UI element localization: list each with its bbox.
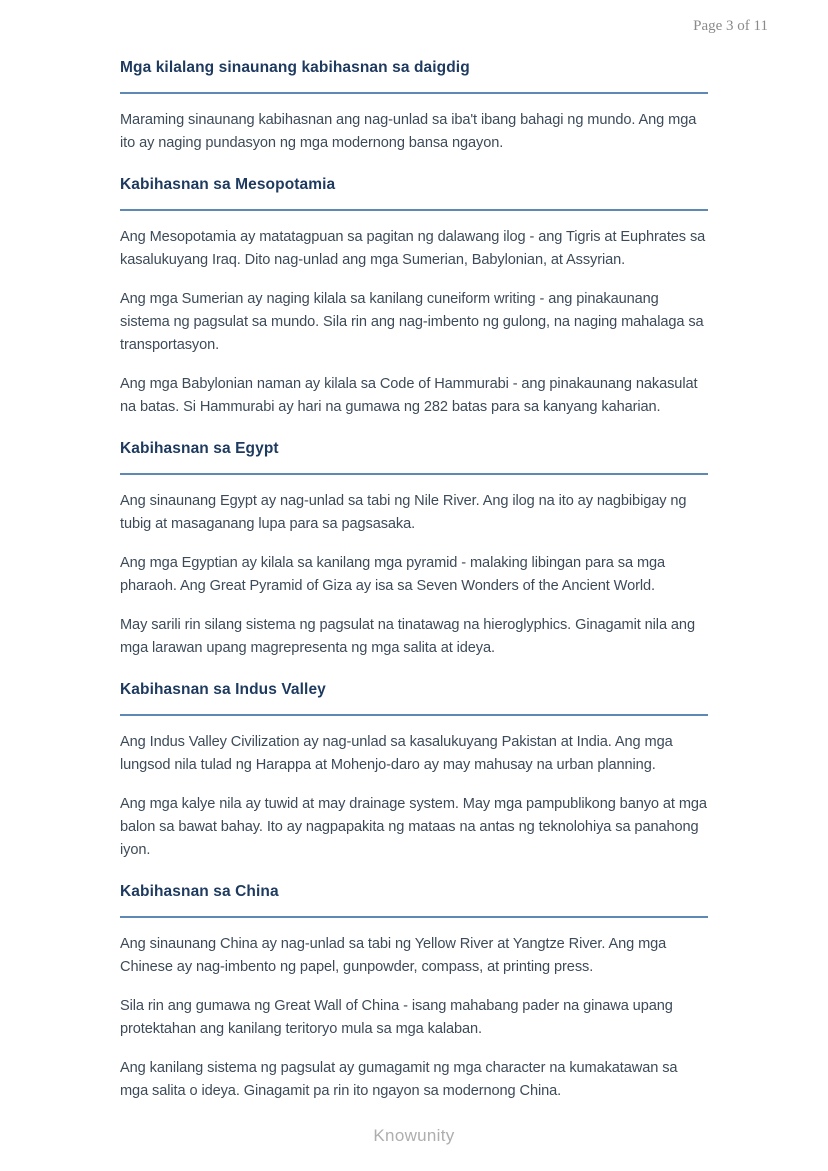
section-divider	[120, 473, 708, 475]
section-indus-valley	[120, 680, 708, 862]
section-heading: Kabihasnan sa Indus Valley	[120, 681, 326, 698]
section-heading: Mga kilalang sinaunang kabihasnan sa daigdig	[120, 59, 470, 76]
section-intro	[120, 58, 708, 155]
paragraph: Ang mga Sumerian ay naging kilala sa kanilang cuneiform writing - ang pinakaunang sistema ng pagsulat sa mundo. Sila rin ang nag-imbento ng gulong, na naging mahalaga sa transportasyon.	[120, 291, 704, 353]
section-heading: Kabihasnan sa Mesopotamia	[120, 176, 336, 193]
paragraph: Ang mga kalye nila ay tuwid at may drainage system. May mga pampublikong banyo at mga balon sa bawat bahay. Ito ay nagpapakita ng mataas na antas ng teknolohiya sa panahong iyon.	[120, 796, 707, 858]
section-divider	[120, 209, 708, 211]
paragraph: May sarili rin silang sistema ng pagsulat na tinatawag na hieroglyphics. Ginagamit nila ang mga larawan upang magrepresenta ng mga salita at ideya.	[120, 617, 695, 656]
section-mesopotamia	[120, 175, 708, 419]
paragraph: Ang sinaunang China ay nag-unlad sa tabi ng Yellow River at Yangtze River. Ang mga Chinese ay nag-imbento ng papel, gunpowder, compass, at printing press.	[120, 936, 667, 975]
section-divider	[120, 714, 708, 716]
paragraph: Ang Indus Valley Civilization ay nag-unlad sa kasalukuyang Pakistan at India. Ang mga lungsod nila tulad ng Harappa at Mohenjo-daro ay may mahusay na urban planning.	[120, 734, 673, 773]
section-divider	[120, 916, 708, 918]
paragraph: Ang Mesopotamia ay matatagpuan sa pagitan ng dalawang ilog - ang Tigris at Euphrates sa kasalukuyang Iraq. Dito nag-unlad ang mga Sumerian, Babylonian, at Assyrian.	[120, 229, 706, 268]
section-heading: Kabihasnan sa China	[120, 883, 279, 900]
section-china	[120, 882, 708, 1103]
paragraph: Sila rin ang gumawa ng Great Wall of China - isang mahabang pader na ginawa upang protektahan ang kanilang teritoryo mula sa mga kalaban.	[120, 998, 673, 1037]
section-heading: Kabihasnan sa Egypt	[120, 440, 279, 457]
section-egypt	[120, 439, 708, 660]
section-divider	[120, 92, 708, 94]
paragraph: Ang kanilang sistema ng pagsulat ay gumagamit ng mga character na kumakatawan sa mga salita o ideya. Ginagamit pa rin ito ngayon sa modernong China.	[120, 1060, 678, 1099]
paragraph: Ang mga Babylonian naman ay kilala sa Code of Hammurabi - ang pinakaunang nakasulat na batas. Si Hammurabi ay hari na gumawa ng 282 batas para sa kanyang kaharian.	[120, 376, 698, 415]
page-number: Page 3 of 11	[693, 18, 768, 34]
footer-brand-watermark: Knowunity	[373, 1126, 455, 1145]
paragraph: Maraming sinaunang kabihasnan ang nag-unlad sa iba't ibang bahagi ng mundo. Ang mga ito ay naging pundasyon ng mga modernong bansa ngayon.	[120, 112, 697, 151]
paragraph: Ang sinaunang Egypt ay nag-unlad sa tabi ng Nile River. Ang ilog na ito ay nagbibigay ng tubig at masaganang lupa para sa pagsasaka.	[120, 493, 687, 532]
paragraph: Ang mga Egyptian ay kilala sa kanilang mga pyramid - malaking libingan para sa mga pharaoh. Ang Great Pyramid of Giza ay isa sa Seven Wonders of the Ancient World.	[120, 555, 666, 594]
